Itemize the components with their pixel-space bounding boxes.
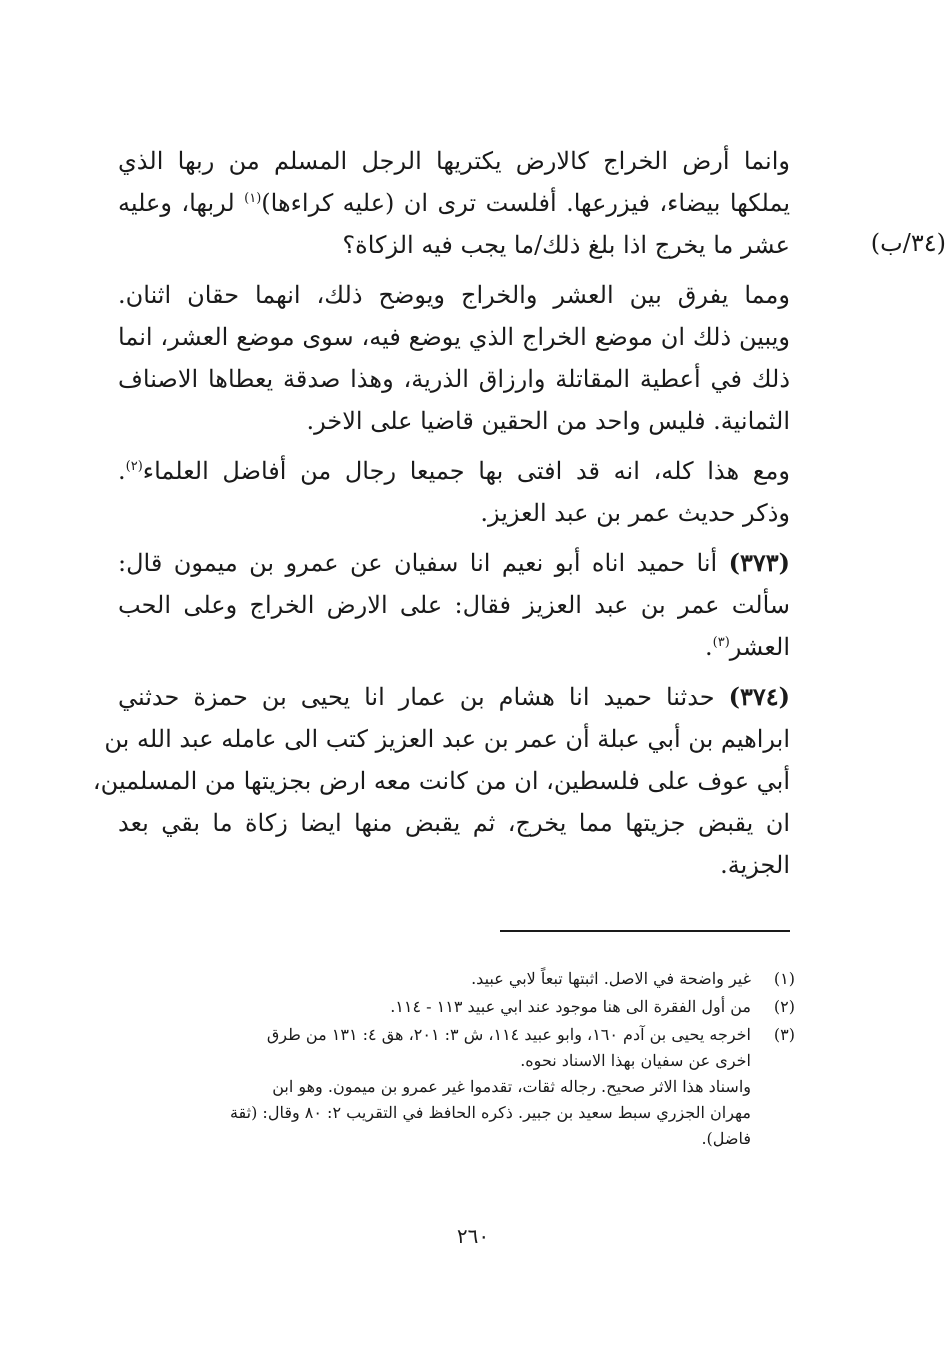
marginal-folio-note: (٣٤/ب) <box>870 229 946 257</box>
text-segment: . <box>118 457 126 485</box>
text-line: ذلك في أعطية المقاتلة وارزاق الذرية، وهذا صدقة يعطاها الاصناف <box>118 365 790 393</box>
footnote-number: (١) <box>773 969 795 988</box>
text-segment: العشر <box>729 633 790 661</box>
hadith-number: (٣٧٣) <box>728 548 790 577</box>
footnote-line: من أول الفقرة الى هنا موجود عند ابي عبيد ١١٣ - ١١٤. <box>390 997 751 1016</box>
text-segment: يملكها بيضاء، فيزرعها. أفلست ترى ان (عليه كراءها) <box>261 189 790 217</box>
text-line: ويبين ذلك ان موضع الخراج الذي يوضع فيه، سوى موضع العشر، انما <box>118 323 790 351</box>
text-line: أبي عوف على فلسطين، ان من كانت معه ارض بجزيتها من المسلمين، <box>92 767 790 795</box>
hadith-number: (٣٧٤) <box>728 682 790 711</box>
text-segment: . <box>705 633 713 661</box>
text-line <box>118 542 790 584</box>
footnote-line: اخرجه يحيى بن آدم ١٦٠، وابو عبيد ١١٤، ش ٣: ٢٠١، هق ٤: ١٣١ من طرق <box>266 1025 751 1044</box>
text-line: الثمانية. فليس واحد من الحقين قاضيا على الاخر. <box>306 407 790 435</box>
footnote-number: (٢) <box>773 997 795 1016</box>
footnote-1 <box>125 966 795 992</box>
hadith-373 <box>118 542 790 668</box>
text-line: عشر ما يخرج اذا بلغ ذلك/ما يجب فيه الزكاة؟ <box>342 231 790 259</box>
text-segment: أنا حميد اناه أبو نعيم انا سفيان عن عمرو بن ميمون قال: <box>118 549 718 577</box>
paragraph-1 <box>118 140 790 266</box>
footnote-2 <box>125 994 795 1020</box>
footnote-line: مهران الجزري سبط سعيد بن جبير. ذكره الحافظ في التقريب ٢: ٨٠ وقال: (ثقة <box>229 1103 751 1122</box>
footnote-ref: (٢) <box>125 459 143 474</box>
text-line <box>118 676 790 718</box>
footnote-line: غير واضحة في الاصل. اثبتها تبعاً لابي عبيد. <box>471 969 751 988</box>
text-segment: حدثنا حميد انا هشام بن عمار انا يحيى بن حمزة حدثني <box>118 683 715 711</box>
footnote-3 <box>125 1022 795 1152</box>
main-text <box>92 140 791 894</box>
text-line: سألت عمر بن عبد العزيز فقال: على الارض الخراج وعلى الحب <box>118 591 791 619</box>
text-segment: ومع هذا كله، انه قد افتى بها جميعا رجال من أفاضل العلماء <box>142 457 790 485</box>
footnotes <box>125 966 795 1154</box>
footnote-line: اخرى عن سفيان بهذا الاسناد نحوه. <box>520 1051 751 1070</box>
text-line: وذكر حديث عمر بن عبد العزيز. <box>480 499 790 527</box>
paragraph-3 <box>118 450 790 534</box>
paragraph-2 <box>118 274 790 442</box>
footnote-line: فاضل). <box>701 1129 751 1148</box>
text-line: ان يقبض جزيتها مما يخرج، ثم يقبض منها ايضا زكاة ما بقي بعد <box>118 809 790 837</box>
footnote-text <box>125 1022 751 1152</box>
text-line: ابراهيم بن أبي عبلة أن عمر بن عبد العزيز كتب الى عامله عبد الله بن <box>104 725 790 753</box>
footnote-ref: (٣) <box>712 635 730 650</box>
footnote-text <box>125 966 751 992</box>
text-line: وانما أرض الخراج كالارض يكتريها الرجل المسلم من ربها الذي <box>118 147 790 175</box>
text-line <box>118 182 790 224</box>
footnote-separator <box>500 930 790 932</box>
hadith-374 <box>92 676 790 886</box>
text-line <box>118 626 790 668</box>
page-number: ٢٦٠ <box>456 1224 490 1248</box>
text-segment: لربها، وعليه <box>118 189 235 217</box>
text-line: الجزية. <box>720 851 790 879</box>
footnote-text <box>125 994 751 1020</box>
text-line: ومما يفرق بين العشر والخراج ويوضح ذلك، انهما حقان اثنان. <box>118 281 790 309</box>
text-line <box>118 450 790 492</box>
footnote-line: واسناد هذا الاثر صحيح. رجاله ثقات، تقدموا غير عمرو بن ميمون. وهو ابن <box>272 1077 751 1096</box>
footnote-number: (٣) <box>773 1025 795 1044</box>
footnote-ref: (١) <box>244 191 262 206</box>
